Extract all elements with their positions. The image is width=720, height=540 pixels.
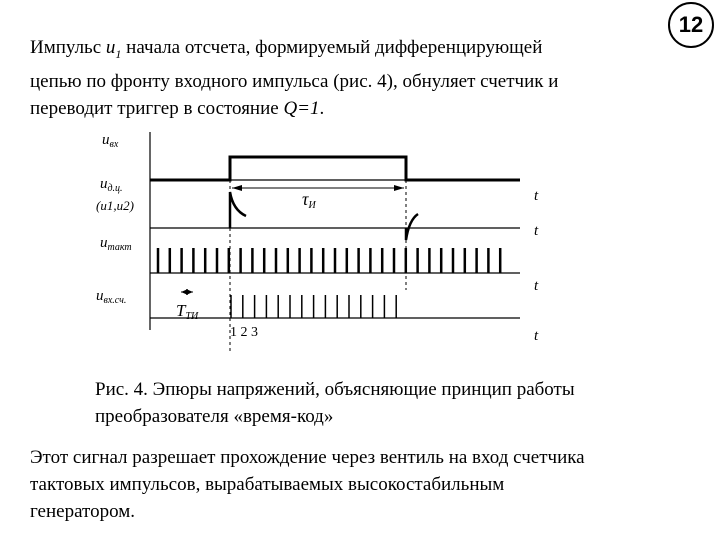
pulse-numbers: 1 2 3 xyxy=(230,325,258,340)
label-u-in: $u_{вх}$ xyxy=(102,132,119,150)
para2-line2: тактовых импульсов, вырабатываемых высокостабильным xyxy=(30,474,505,495)
tau-arrow-right xyxy=(394,185,404,191)
para2-line1: Этот сигнал разрешает прохождение через вентиль на вход счетчика xyxy=(30,447,585,468)
para1-var-q: Q=1 xyxy=(283,97,320,119)
para1-line3-a: переводит триггер в состояние xyxy=(30,97,284,119)
page-number: 12 xyxy=(678,12,704,37)
t-label-3: t xyxy=(534,278,539,294)
tau-arrow-left xyxy=(232,185,242,191)
para1-line2: цепью по фронту входного импульса (рис. 4), обнуляет счетчик и xyxy=(30,70,559,92)
period-arrow-right xyxy=(186,289,193,295)
diff-pulse-positive xyxy=(230,192,246,228)
para1-line1-b: начала отсчета, формируемый дифференцирующей xyxy=(121,37,543,58)
t-label-4: t xyxy=(534,328,539,344)
caption-line1: Рис. 4. Эпюры напряжений, объясняющие принцип работы xyxy=(95,379,575,400)
para1-var-u: u xyxy=(105,37,116,58)
label-u-dc: $u_{д.ц.}$ xyxy=(100,176,123,194)
para2-line3: генератором. xyxy=(30,501,135,522)
label-u-dc-paren: (u1,u2) xyxy=(96,198,134,213)
caption-line2: преобразователя «время-код» xyxy=(95,406,334,427)
label-period: TТИ xyxy=(176,301,199,322)
input-pulse-waveform xyxy=(150,157,520,180)
diff-pulse-negative xyxy=(406,214,418,240)
body-paragraph xyxy=(30,444,700,525)
label-tau: τИ xyxy=(302,189,316,211)
para1-line1-a: Импульс xyxy=(30,37,106,58)
para1-line3-b: . xyxy=(319,97,325,119)
figure-caption xyxy=(95,376,695,430)
clock-pulse-train xyxy=(158,248,500,273)
counter-pulse-train xyxy=(231,295,396,318)
t-label-1: t xyxy=(534,188,539,204)
label-u-clk: $u_{такт}$ xyxy=(100,235,132,253)
label-u-cnt: $u_{вх.сч.}$ xyxy=(96,288,127,306)
para1-var-sub: 1 xyxy=(115,46,122,61)
t-label-2: t xyxy=(534,223,539,239)
